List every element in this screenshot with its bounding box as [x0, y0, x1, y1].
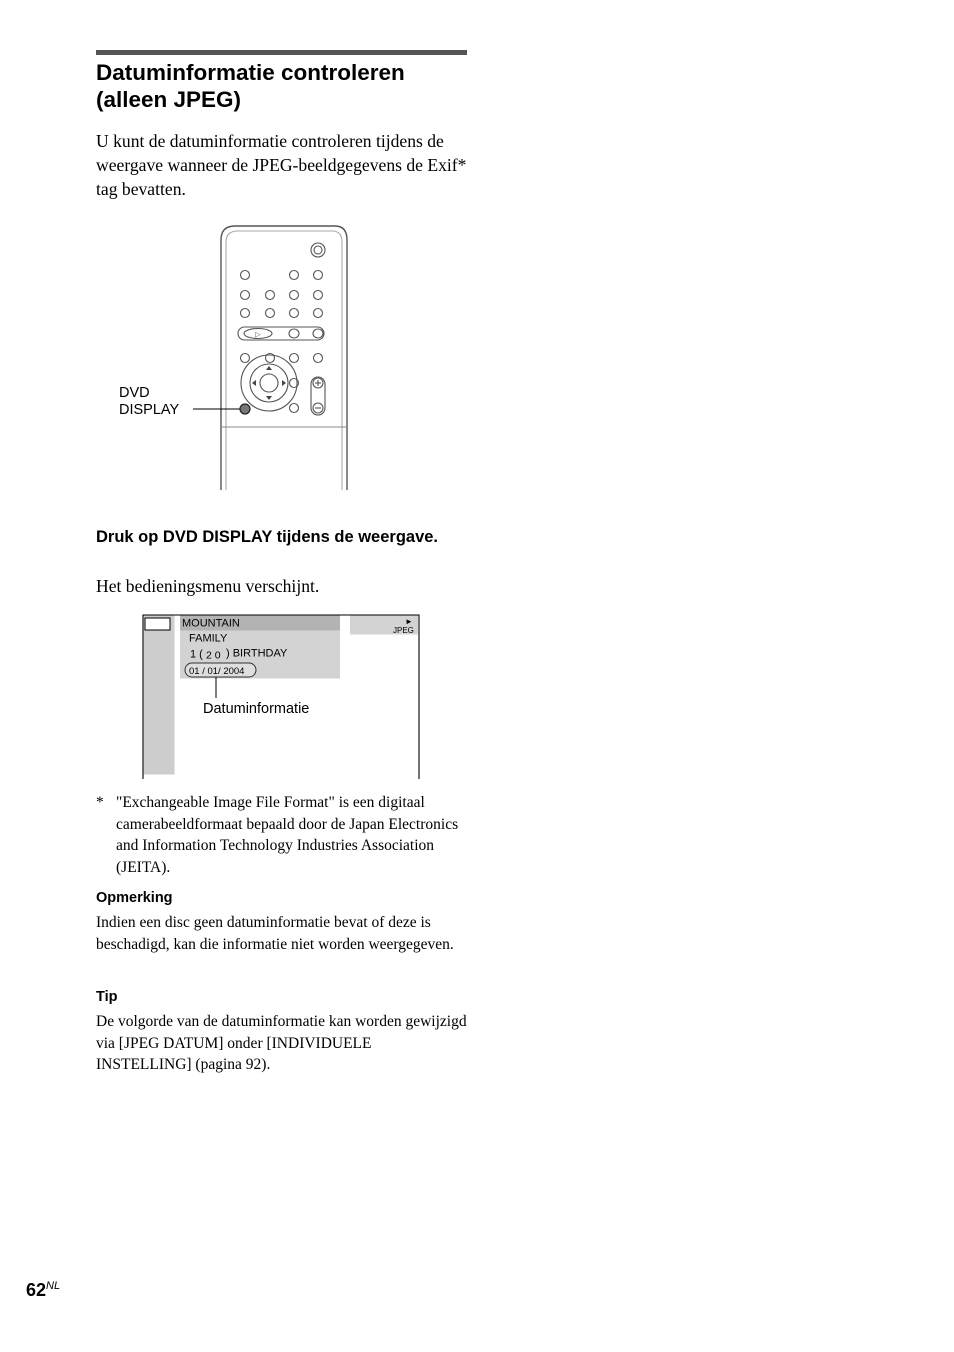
osd-track-prefix: 1 (: [190, 648, 203, 661]
intro-paragraph: U kunt de datuminformatie controleren tijdens de weergave wanneer de JPEG-beeldgegevens de Exif* tag bevatten.: [96, 131, 467, 199]
remote-label-line1: DVD: [119, 385, 150, 401]
osd-format: JPEG: [393, 626, 414, 635]
remote-label-line2: DISPLAY: [119, 402, 180, 418]
dvd-display-button: [240, 404, 250, 414]
osd-callout-label: Datuminformatie: [203, 701, 310, 717]
note-text: Indien een disc geen datuminformatie bevat of deze is beschadigd, kan die informatie niet worden weergegeven.: [96, 914, 454, 953]
osd-left-panel: [144, 616, 175, 775]
osd-indicator-box: [145, 618, 170, 630]
osd-date: 01 / 01/ 2004: [189, 666, 245, 677]
osd-play-icon: ►: [405, 617, 413, 626]
page-number-suffix: NL: [46, 1280, 61, 1292]
tip-heading: Tip: [96, 989, 118, 1005]
remote-illustration: [110, 222, 360, 492]
footnote-text: "Exchangeable Image File Format" is een digitaal camerabeeldformaat bepaald door de Japan Electronics and Information Technology Industries Association (JEITA).: [116, 794, 459, 876]
osd-track-count: 2 0: [206, 649, 221, 662]
step-heading: Druk op DVD DISPLAY tijdens de weergave.: [96, 528, 439, 546]
osd-screen: [140, 612, 422, 782]
osd-title: MOUNTAIN: [182, 617, 240, 630]
tip-text: De volgorde van de datuminformatie kan worden gewijzigd via [JPEG DATUM] onder [INDIVIDUELE INSTELLING] (pagina 92).: [96, 1013, 467, 1073]
play-symbol: ▷: [255, 330, 261, 339]
page-title: [96, 59, 476, 113]
page-title-line2: (alleen JPEG): [96, 87, 242, 112]
page-title-line1: Datuminformatie controleren: [96, 60, 405, 85]
osd-illustration: [140, 612, 422, 782]
osd-folder: FAMILY: [189, 632, 228, 645]
page-number: [26, 1280, 60, 1301]
step-result: Het bedieningsmenu verschijnt.: [96, 576, 320, 596]
section-rule: [96, 50, 467, 55]
note-heading: Opmerking: [96, 890, 173, 906]
footnote-mark: *: [96, 794, 104, 811]
remote-control-drawing: [110, 222, 360, 492]
osd-track-suffix: ) BIRTHDAY: [226, 647, 288, 660]
page-number-value: 62: [26, 1280, 47, 1300]
